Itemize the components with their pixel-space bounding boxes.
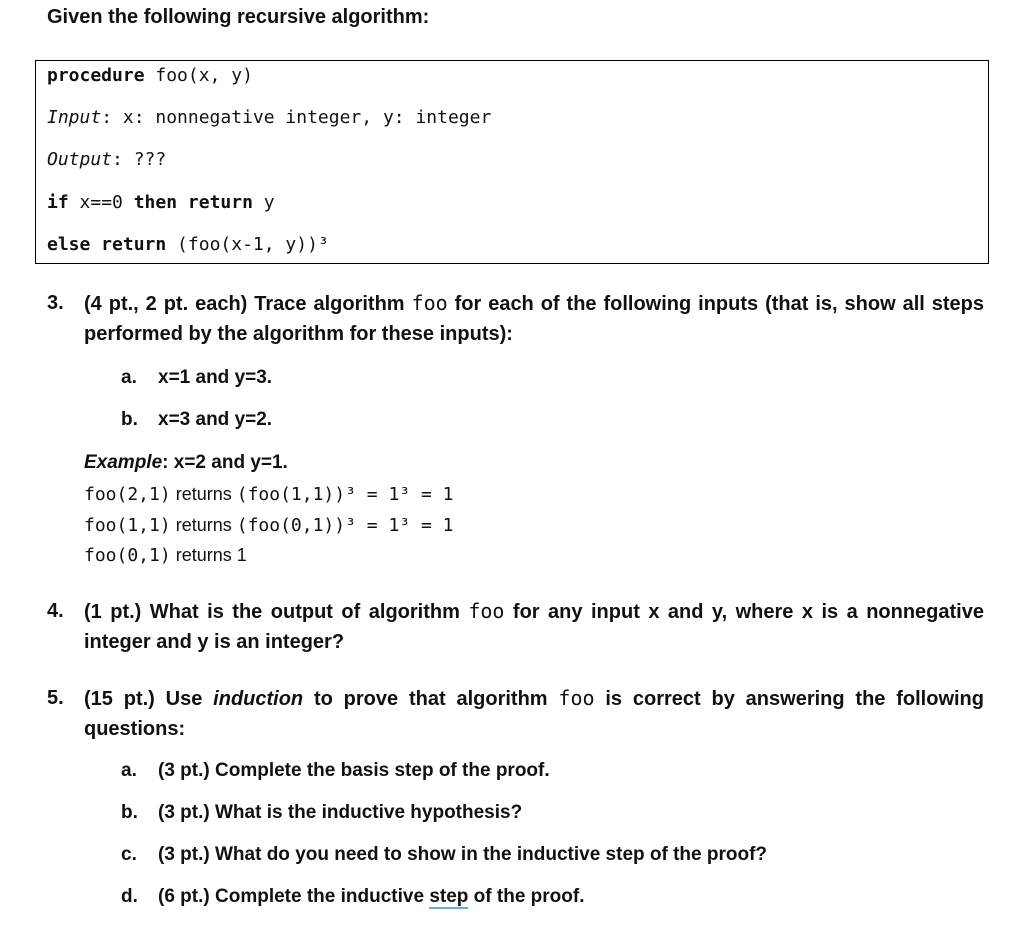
- list-item-label: c.: [121, 844, 137, 865]
- list-item-label: d.: [121, 886, 138, 907]
- question-number: 3.: [47, 292, 64, 314]
- trace-line: [84, 514, 454, 537]
- trace-expr: (foo(1,1))³: [236, 484, 356, 505]
- question-text-part: (4 pt., 2 pt. each) Trace algorithm: [84, 293, 412, 315]
- trace-expr: (foo(0,1))³: [236, 515, 356, 536]
- trace-call: foo(0,1): [84, 545, 171, 566]
- trace-line: [84, 544, 247, 567]
- trace-word: returns: [170, 515, 237, 535]
- question-4: [0, 596, 1024, 658]
- trace-word: returns 1: [170, 545, 247, 565]
- question-text-part: for each of the following inputs (that is, show all steps performed by the algorithm for these inputs):: [84, 293, 984, 345]
- code-text: foo(x, y): [144, 65, 253, 86]
- question-text-part: to prove that algorithm: [303, 688, 559, 710]
- list-item-label: a.: [121, 367, 137, 388]
- code-line-input: [47, 107, 491, 129]
- code-word: foo: [558, 686, 595, 710]
- list-item-label: b.: [121, 802, 138, 823]
- trace-call: foo(2,1): [84, 484, 171, 505]
- code-keyword: else return: [47, 234, 167, 255]
- code-text: y: [252, 192, 275, 213]
- list-item-text-part: (6 pt.) Complete the inductive: [158, 886, 430, 907]
- list-item-text: [158, 885, 584, 909]
- question-text: [84, 596, 984, 657]
- text-cursor-mark: step: [429, 886, 469, 907]
- question-3: [0, 288, 1024, 350]
- question-text: [84, 683, 984, 744]
- code-label: Output: [47, 149, 113, 170]
- trace-call: foo(1,1): [84, 515, 171, 536]
- list-item-text: (3 pt.) What do you need to show in the inductive step of the proof?: [158, 844, 768, 865]
- question-number: 4.: [47, 600, 64, 622]
- question-5: [0, 683, 1024, 745]
- list-item-label: b.: [121, 409, 138, 430]
- code-line-procedure: [47, 65, 253, 87]
- code-keyword: procedure: [47, 65, 145, 86]
- question-text-part: is correct by answering the following questions:: [84, 688, 984, 740]
- code-word: foo: [468, 599, 505, 623]
- list-item-text: (3 pt.) Complete the basis step of the proof.: [158, 760, 550, 781]
- code-text: : ???: [112, 149, 167, 170]
- code-line-output: [47, 149, 166, 171]
- example-label: Example: [84, 452, 163, 473]
- list-item-label: a.: [121, 760, 137, 781]
- example-text: : x=2 and y=1.: [162, 452, 288, 473]
- code-line-else: [47, 234, 329, 256]
- question-text-part: for any input x and y, where x is a nonnegative integer and y is an integer?: [84, 601, 984, 653]
- question-text: [84, 288, 984, 349]
- trace-line: [84, 483, 454, 506]
- example-title: [84, 451, 288, 475]
- code-label: Input: [47, 107, 102, 128]
- code-word: foo: [411, 291, 448, 315]
- code-keyword: then return: [133, 192, 253, 213]
- trace-result: = 1³ = 1: [355, 515, 454, 536]
- list-item-text-part: of the proof.: [468, 886, 585, 907]
- page-heading: Given the following recursive algorithm:: [47, 6, 430, 28]
- algorithm-code-box: [35, 60, 989, 264]
- list-item-text: x=1 and y=3.: [158, 367, 273, 388]
- code-line-if: [47, 192, 275, 214]
- list-item-text: (3 pt.) What is the inductive hypothesis?: [158, 802, 523, 823]
- code-text: : x: nonnegative integer, y: integer: [101, 107, 492, 128]
- trace-word: returns: [170, 484, 237, 504]
- code-text: x==0: [68, 192, 134, 213]
- emphasis-word: induction: [213, 688, 304, 710]
- question-text-part: (15 pt.) Use: [84, 688, 214, 710]
- list-item-text: x=3 and y=2.: [158, 409, 273, 430]
- question-text-part: (1 pt.) What is the output of algorithm: [84, 601, 469, 623]
- trace-result: = 1³ = 1: [355, 484, 454, 505]
- code-keyword: if: [47, 192, 69, 213]
- question-number: 5.: [47, 687, 64, 709]
- code-text: (foo(x-1, y))³: [166, 234, 329, 255]
